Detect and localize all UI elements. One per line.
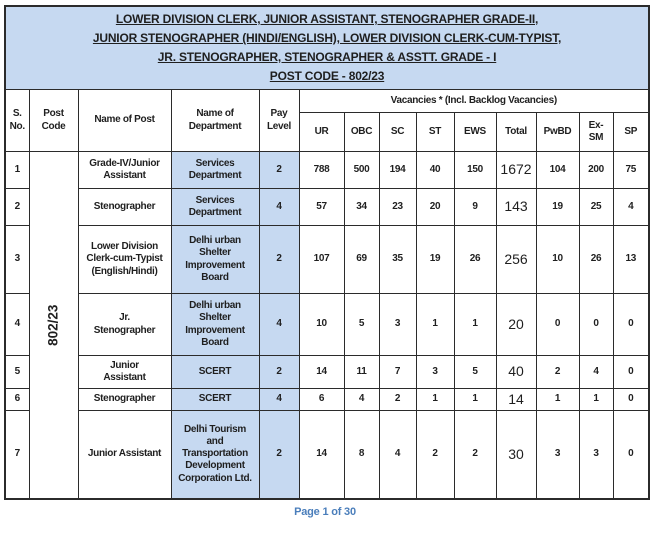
cell-ex-sm: 0 (579, 294, 613, 356)
col-header-ews: EWS (454, 113, 496, 152)
cell-sc: 35 (379, 226, 416, 294)
cell-ews: 150 (454, 152, 496, 189)
cell-ews: 5 (454, 356, 496, 389)
cell-department: Services Department (171, 189, 259, 226)
cell-sp: 75 (613, 152, 649, 189)
table-row (5, 226, 649, 294)
cell-obc: 69 (344, 226, 379, 294)
cell-sp: 4 (613, 189, 649, 226)
cell-sp: 13 (613, 226, 649, 294)
cell-ex-sm: 1 (579, 389, 613, 411)
cell-sc: 194 (379, 152, 416, 189)
col-header-name-of-department: Name of Department (171, 90, 259, 152)
cell-st: 1 (416, 294, 454, 356)
cell-ur: 6 (299, 389, 344, 411)
cell-ur: 788 (299, 152, 344, 189)
cell-ex-sm: 200 (579, 152, 613, 189)
cell-obc: 34 (344, 189, 379, 226)
cell-st: 20 (416, 189, 454, 226)
cell-pwbd: 10 (536, 226, 579, 294)
cell-total: 1672 (496, 152, 536, 189)
cell-obc: 5 (344, 294, 379, 356)
cell-ews: 2 (454, 411, 496, 499)
title-line-1: LOWER DIVISION CLERK, JUNIOR ASSISTANT, STENOGRAPHER GRADE-II, (115, 12, 539, 26)
cell-ex-sm: 3 (579, 411, 613, 499)
title-line-3: JR. STENOGRAPHER, STENOGRAPHER & ASSTT. GRADE - I (157, 50, 497, 64)
vacancy-table (4, 5, 650, 500)
cell-pwbd: 0 (536, 294, 579, 356)
cell-name-of-post: Junior Assistant (78, 356, 171, 389)
cell-pwbd: 19 (536, 189, 579, 226)
col-header-obc: OBC (344, 113, 379, 152)
cell-pay-level: 4 (259, 389, 299, 411)
cell-sp: 0 (613, 411, 649, 499)
cell-sc: 23 (379, 189, 416, 226)
cell-pay-level: 4 (259, 189, 299, 226)
col-header-pay-level: Pay Level (259, 90, 299, 152)
cell-s-no: 6 (5, 389, 29, 411)
cell-sp: 0 (613, 356, 649, 389)
cell-department: SCERT (171, 356, 259, 389)
cell-st: 40 (416, 152, 454, 189)
cell-ews: 9 (454, 189, 496, 226)
cell-obc: 11 (344, 356, 379, 389)
col-header-post-code: Post Code (29, 90, 78, 152)
col-header-s-no: S. No. (5, 90, 29, 152)
cell-s-no: 3 (5, 226, 29, 294)
cell-department: Services Department (171, 152, 259, 189)
col-header-st: ST (416, 113, 454, 152)
table-row (5, 411, 649, 499)
col-header-pwbd: PwBD (536, 113, 579, 152)
table-row (5, 356, 649, 389)
cell-ex-sm: 25 (579, 189, 613, 226)
cell-st: 1 (416, 389, 454, 411)
cell-pay-level: 4 (259, 294, 299, 356)
title-line-2: JUNIOR STENOGRAPHER (HINDI/ENGLISH), LOWER DIVISION CLERK-CUM-TYPIST, (92, 31, 562, 45)
cell-total: 30 (496, 411, 536, 499)
cell-sc: 2 (379, 389, 416, 411)
post-code-merged-cell (29, 152, 78, 499)
cell-pwbd: 104 (536, 152, 579, 189)
cell-s-no: 4 (5, 294, 29, 356)
col-header-ur: UR (299, 113, 344, 152)
cell-st: 19 (416, 226, 454, 294)
cell-department: Delhi Tourism and Transportation Development Corporation Ltd. (171, 411, 259, 499)
col-header-sp: SP (613, 113, 649, 152)
cell-name-of-post: Jr. Stenographer (78, 294, 171, 356)
cell-pwbd: 1 (536, 389, 579, 411)
cell-pwbd: 2 (536, 356, 579, 389)
cell-s-no: 2 (5, 189, 29, 226)
cell-ur: 10 (299, 294, 344, 356)
cell-obc: 4 (344, 389, 379, 411)
cell-department: Delhi urban Shelter Improvement Board (171, 294, 259, 356)
cell-ews: 1 (454, 294, 496, 356)
cell-ur: 14 (299, 356, 344, 389)
cell-sc: 7 (379, 356, 416, 389)
cell-s-no: 7 (5, 411, 29, 499)
cell-st: 2 (416, 411, 454, 499)
cell-sp: 0 (613, 294, 649, 356)
cell-name-of-post: Stenographer (78, 389, 171, 411)
cell-name-of-post: Junior Assistant (78, 411, 171, 499)
cell-ur: 14 (299, 411, 344, 499)
cell-obc: 8 (344, 411, 379, 499)
col-header-sc: SC (379, 113, 416, 152)
title-line-post-code: POST CODE - 802/23 (269, 69, 385, 83)
post-code-vertical-label: 802/23 (45, 304, 61, 346)
page-footer: Page 1 of 30 (294, 505, 356, 518)
cell-ews: 1 (454, 389, 496, 411)
cell-s-no: 5 (5, 356, 29, 389)
cell-pay-level: 2 (259, 152, 299, 189)
cell-total: 20 (496, 294, 536, 356)
cell-name-of-post: Grade-IV/Junior Assistant (78, 152, 171, 189)
title-block (5, 6, 649, 90)
table-row (5, 389, 649, 411)
cell-ex-sm: 26 (579, 226, 613, 294)
cell-pwbd: 3 (536, 411, 579, 499)
cell-total: 14 (496, 389, 536, 411)
cell-ex-sm: 4 (579, 356, 613, 389)
cell-sc: 3 (379, 294, 416, 356)
cell-total: 40 (496, 356, 536, 389)
col-header-total: Total (496, 113, 536, 152)
cell-obc: 500 (344, 152, 379, 189)
cell-pay-level: 2 (259, 226, 299, 294)
cell-pay-level: 2 (259, 356, 299, 389)
cell-ur: 57 (299, 189, 344, 226)
table-row (5, 152, 649, 189)
cell-department: SCERT (171, 389, 259, 411)
table-row (5, 294, 649, 356)
col-header-vacancies-group: Vacancies * (Incl. Backlog Vacancies) (299, 90, 649, 113)
cell-name-of-post: Stenographer (78, 189, 171, 226)
col-header-ex-sm: Ex-SM (579, 113, 613, 152)
cell-ur: 107 (299, 226, 344, 294)
cell-department: Delhi urban Shelter Improvement Board (171, 226, 259, 294)
cell-sc: 4 (379, 411, 416, 499)
cell-total: 256 (496, 226, 536, 294)
cell-name-of-post: Lower Division Clerk-cum-Typist (English/Hindi) (78, 226, 171, 294)
cell-pay-level: 2 (259, 411, 299, 499)
cell-sp: 0 (613, 389, 649, 411)
table-row (5, 189, 649, 226)
col-header-name-of-post: Name of Post (78, 90, 171, 152)
cell-s-no: 1 (5, 152, 29, 189)
cell-ews: 26 (454, 226, 496, 294)
cell-total: 143 (496, 189, 536, 226)
cell-st: 3 (416, 356, 454, 389)
